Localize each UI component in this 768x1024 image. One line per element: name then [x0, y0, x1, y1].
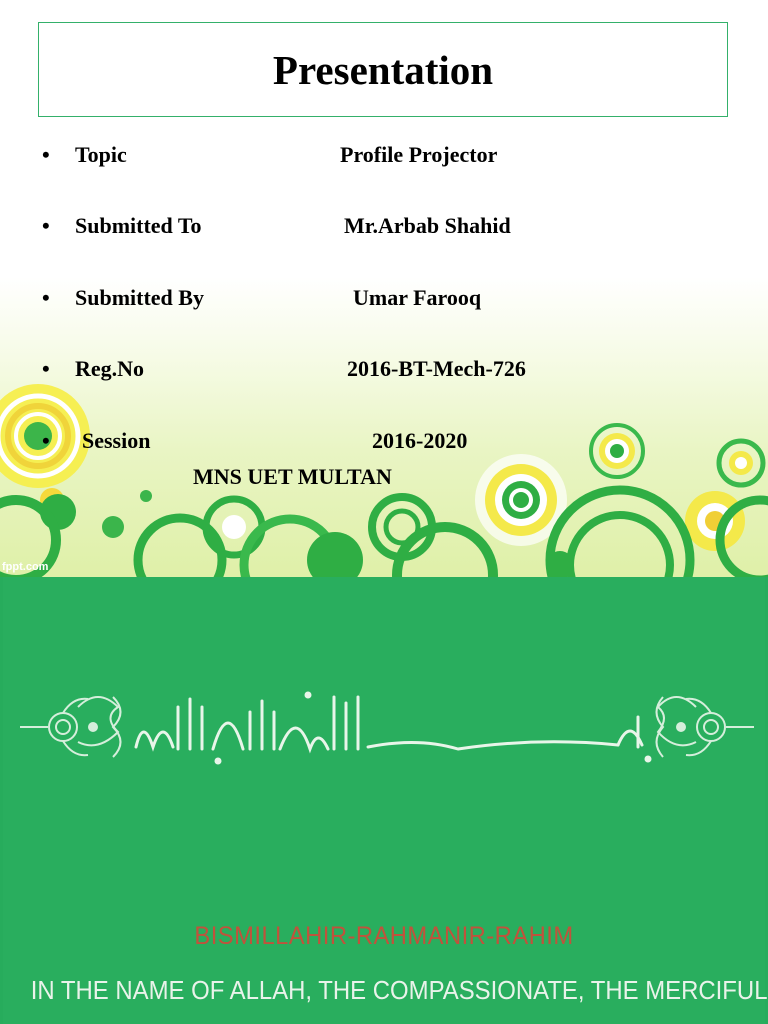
bullet-icon: •	[42, 285, 50, 310]
page-title: Presentation	[272, 46, 494, 93]
bismillah-translation: IN THE NAME OF ALLAH, THE COMPASSIONATE, THE MERCIFUL	[30, 975, 768, 1005]
info-row-submitted-to	[0, 213, 768, 243]
session-value: 2016-2020	[372, 428, 468, 453]
institution-name: MNS UET MULTAN	[193, 464, 392, 489]
topic-value: Profile Projector	[340, 142, 498, 167]
info-row-reg-no	[0, 356, 768, 386]
submitted-by-value: Umar Farooq	[353, 285, 482, 310]
bismillah-calligraphy-image	[18, 677, 756, 777]
title-box	[38, 22, 728, 117]
info-row-submitted-by	[0, 285, 768, 315]
bullet-icon: •	[42, 428, 50, 453]
watermark-text: fppt.com	[2, 561, 49, 573]
info-row-session	[0, 428, 768, 458]
bismillah-transliteration: BISMILLAHIR-RAHMANIR-RAHIM	[194, 922, 574, 950]
info-row-topic	[0, 142, 768, 172]
reg-no-value: 2016-BT-Mech-726	[347, 356, 526, 381]
topic-label: Topic	[75, 142, 127, 167]
submitted-to-label: Submitted To	[75, 213, 202, 238]
bullet-icon: •	[42, 356, 50, 381]
submitted-by-label: Submitted By	[75, 285, 204, 310]
bullet-icon: •	[42, 213, 50, 238]
submitted-to-value: Mr.Arbab Shahid	[344, 213, 511, 238]
bullet-icon: •	[42, 142, 50, 167]
reg-no-label: Reg.No	[75, 356, 145, 381]
bismillah-slide	[0, 577, 768, 1024]
session-label: Session	[82, 428, 151, 453]
slide-background	[3, 577, 768, 1024]
